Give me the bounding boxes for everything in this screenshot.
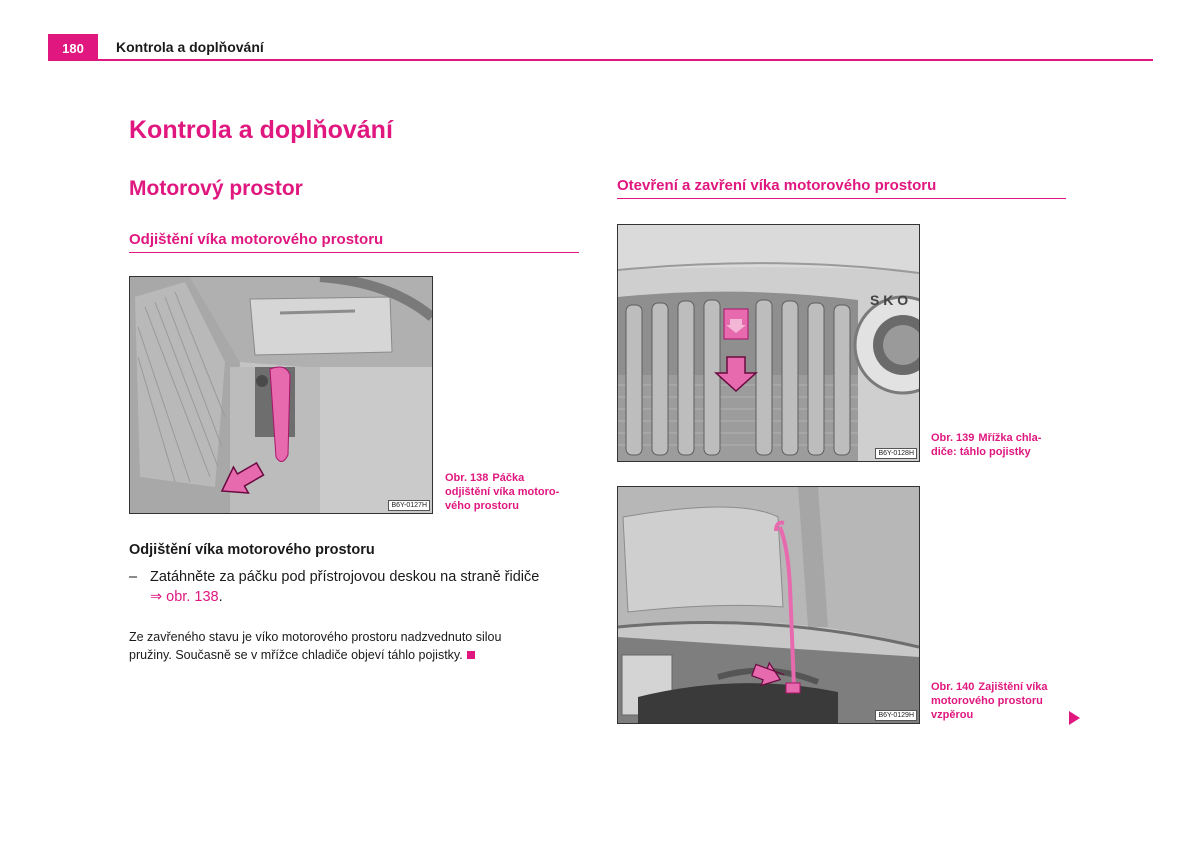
body-paragraph (129, 628, 569, 664)
step-dash: – (129, 569, 138, 585)
continue-arrow-icon (1069, 711, 1080, 725)
section-title: Motorový prostor (129, 177, 303, 200)
page-number: 180 (48, 34, 98, 61)
figure-140-code: B6Y-0129H (875, 710, 917, 721)
figure-140-number: Obr. 140 (931, 681, 975, 693)
hood-support-rod-illustration (618, 487, 919, 723)
svg-text:S K O: S K O (870, 292, 909, 308)
header-rule (48, 59, 1153, 61)
figure-140-image (617, 486, 920, 724)
figure-138-caption-line: odjištění víka motoro- (445, 486, 560, 498)
figure-140-caption-line: Zajištění víka (978, 681, 1048, 693)
figure-139-caption-line: Mřížka chla- (978, 432, 1042, 444)
figure-139-image (617, 224, 920, 462)
figure-138-image (129, 276, 433, 514)
hood-release-lever-illustration (130, 277, 432, 513)
subsection-rule-right (617, 198, 1066, 199)
figure-139-code: B6Y-0128H (875, 448, 917, 459)
step-end: . (218, 589, 223, 605)
running-title: Kontrola a doplňování (116, 39, 264, 55)
figure-reference-link[interactable]: ⇒ obr. 138 (150, 589, 219, 605)
end-mark-icon (467, 651, 475, 659)
figure-138-caption (445, 471, 585, 513)
figure-140-caption (931, 680, 1076, 722)
page-title: Kontrola a doplňování (129, 116, 393, 144)
radiator-grille-illustration (618, 225, 919, 461)
figure-138-number: Obr. 138 (445, 472, 489, 484)
figure-139-caption-line: diče: táhlo pojistky (931, 446, 1031, 458)
figure-139-caption (931, 431, 1071, 459)
subsection-title-left: Odjištění víka motorového prostoru (129, 231, 384, 248)
figure-140-caption-line: vzpěrou (931, 709, 974, 721)
paragraph-line: pružiny. Současně se v mřížce chladiče objeví táhlo pojistky. (129, 648, 463, 662)
step-text: Zatáhněte za páčku pod přístrojovou deskou na straně řidiče (150, 569, 540, 585)
paragraph-line: Ze zavřeného stavu je víko motorového prostoru nadzvednuto silou (129, 630, 502, 644)
subsection-title-right: Otevření a zavření víka motorového prostoru (617, 177, 937, 194)
figure-138-code: B6Y-0127H (388, 500, 430, 511)
subsection-rule-left (129, 252, 579, 253)
figure-138-caption-line: Páčka (492, 472, 525, 484)
procedure-title: Odjištění víka motorového prostoru (129, 542, 375, 558)
figure-139-number: Obr. 139 (931, 432, 975, 444)
figure-140-caption-line: motorového prostoru (931, 695, 1043, 707)
figure-138-caption-line: vého prostoru (445, 500, 519, 512)
